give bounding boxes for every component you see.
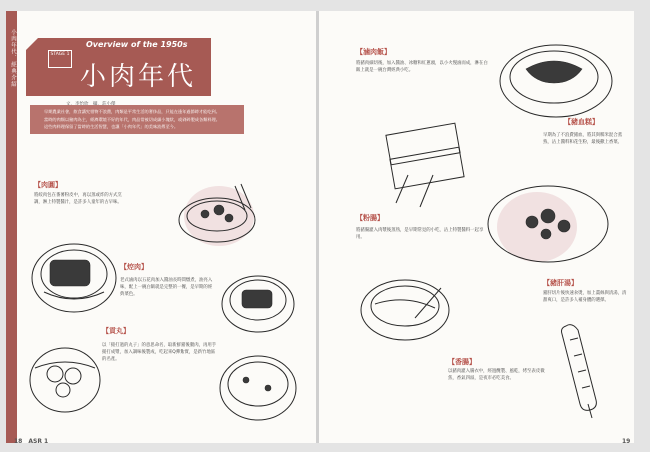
book-spine bbox=[316, 11, 319, 443]
item-label: 【豬肝湯】 bbox=[543, 279, 578, 287]
item-text: 將豬腸灌入肉漿後蒸熟，是早期常見的小吃，沾上特製醬料一起享用。 bbox=[356, 228, 484, 241]
stage-badge: STAGE 1 bbox=[48, 50, 72, 68]
side-tab bbox=[6, 11, 17, 443]
bowl-icon bbox=[175, 180, 265, 255]
intro-box bbox=[30, 105, 244, 134]
page-number-right: 19 bbox=[622, 438, 631, 445]
bowl-icon bbox=[218, 268, 303, 343]
item-text: 以「搥打過的丸子」的意思命名，取新鮮豬後腿肉，再用手搥打成漿，加入調味後製成，吃起來Q彈紮實，是新竹地區的名產。 bbox=[102, 343, 217, 363]
intro-paragraph: 當時的肉類以豬肉為主，經濟環境不好的年代，肉品常被切成細小塊狀，或剁碎製成各類料理。 bbox=[44, 116, 220, 122]
page-number-left: 18 ASR 1 bbox=[14, 438, 49, 445]
item-label: 【豬血糕】 bbox=[564, 118, 599, 126]
plate-icon bbox=[484, 178, 614, 273]
bowl-icon bbox=[25, 338, 105, 418]
item-label: 【香腸】 bbox=[448, 358, 476, 366]
item-text: 老式滷肉以五花肉加入醬油長時間燉煮，油亮入味，配上一碗白飯就是完整的一餐，是早期的經典菜色。 bbox=[120, 278, 213, 298]
intro-paragraph: 這些肉料理保留了當時的生活智慧，也讓「小肉年代」的美味流傳至今。 bbox=[44, 124, 179, 130]
sausage-icon bbox=[556, 320, 604, 420]
side-tab-text: 小肉年代．經典介紹 bbox=[10, 29, 16, 88]
title-subtitle: Overview of the 1950s bbox=[86, 40, 188, 49]
item-label: 【肉圓】 bbox=[34, 181, 62, 189]
item-text: 以豬肉灌入腸衣中，經過醃製、風乾，烤至表皮微焦，香氣四溢，是夜市必吃美食。 bbox=[448, 369, 545, 382]
item-text: 將絞肉包在番薯粉皮中，再以蒸或炸的方式烹調，淋上特製醬汁，是許多人童年的古早味。 bbox=[34, 193, 122, 206]
bowl-icon bbox=[355, 268, 455, 353]
bowl-icon bbox=[496, 35, 626, 125]
item-label: 【焢肉】 bbox=[120, 263, 148, 271]
bowl-icon bbox=[28, 234, 123, 319]
intro-paragraph: 早期農業社會，飲食講究惜物不浪費，肉類是平常生活的奢侈品，只能在逢年過節時才能吃到。 bbox=[44, 109, 220, 114]
item-text: 將豬肉細切後，加入醬油、冰糖和紅蔥頭，以小火慢滷而成，淋在白飯上就是一碗台灣經典小吃。 bbox=[356, 61, 488, 74]
item-text: 早期為了不浪費豬血，將其與糯米混合蒸熟，沾上醬料和花生粉，最後撒上香菜。 bbox=[543, 133, 623, 146]
item-text: 豬肝切片後快速汆燙，加上薑絲與清湯，清甜爽口，是許多人補身體的選擇。 bbox=[543, 291, 627, 304]
item-label: 【滷肉飯】 bbox=[356, 48, 391, 56]
item-label: 【粉腸】 bbox=[356, 214, 384, 222]
page-title: 小肉年代 bbox=[80, 62, 197, 92]
skewer-icon bbox=[378, 115, 498, 210]
bowl-icon bbox=[216, 348, 301, 426]
item-label: 【貢丸】 bbox=[102, 327, 130, 335]
